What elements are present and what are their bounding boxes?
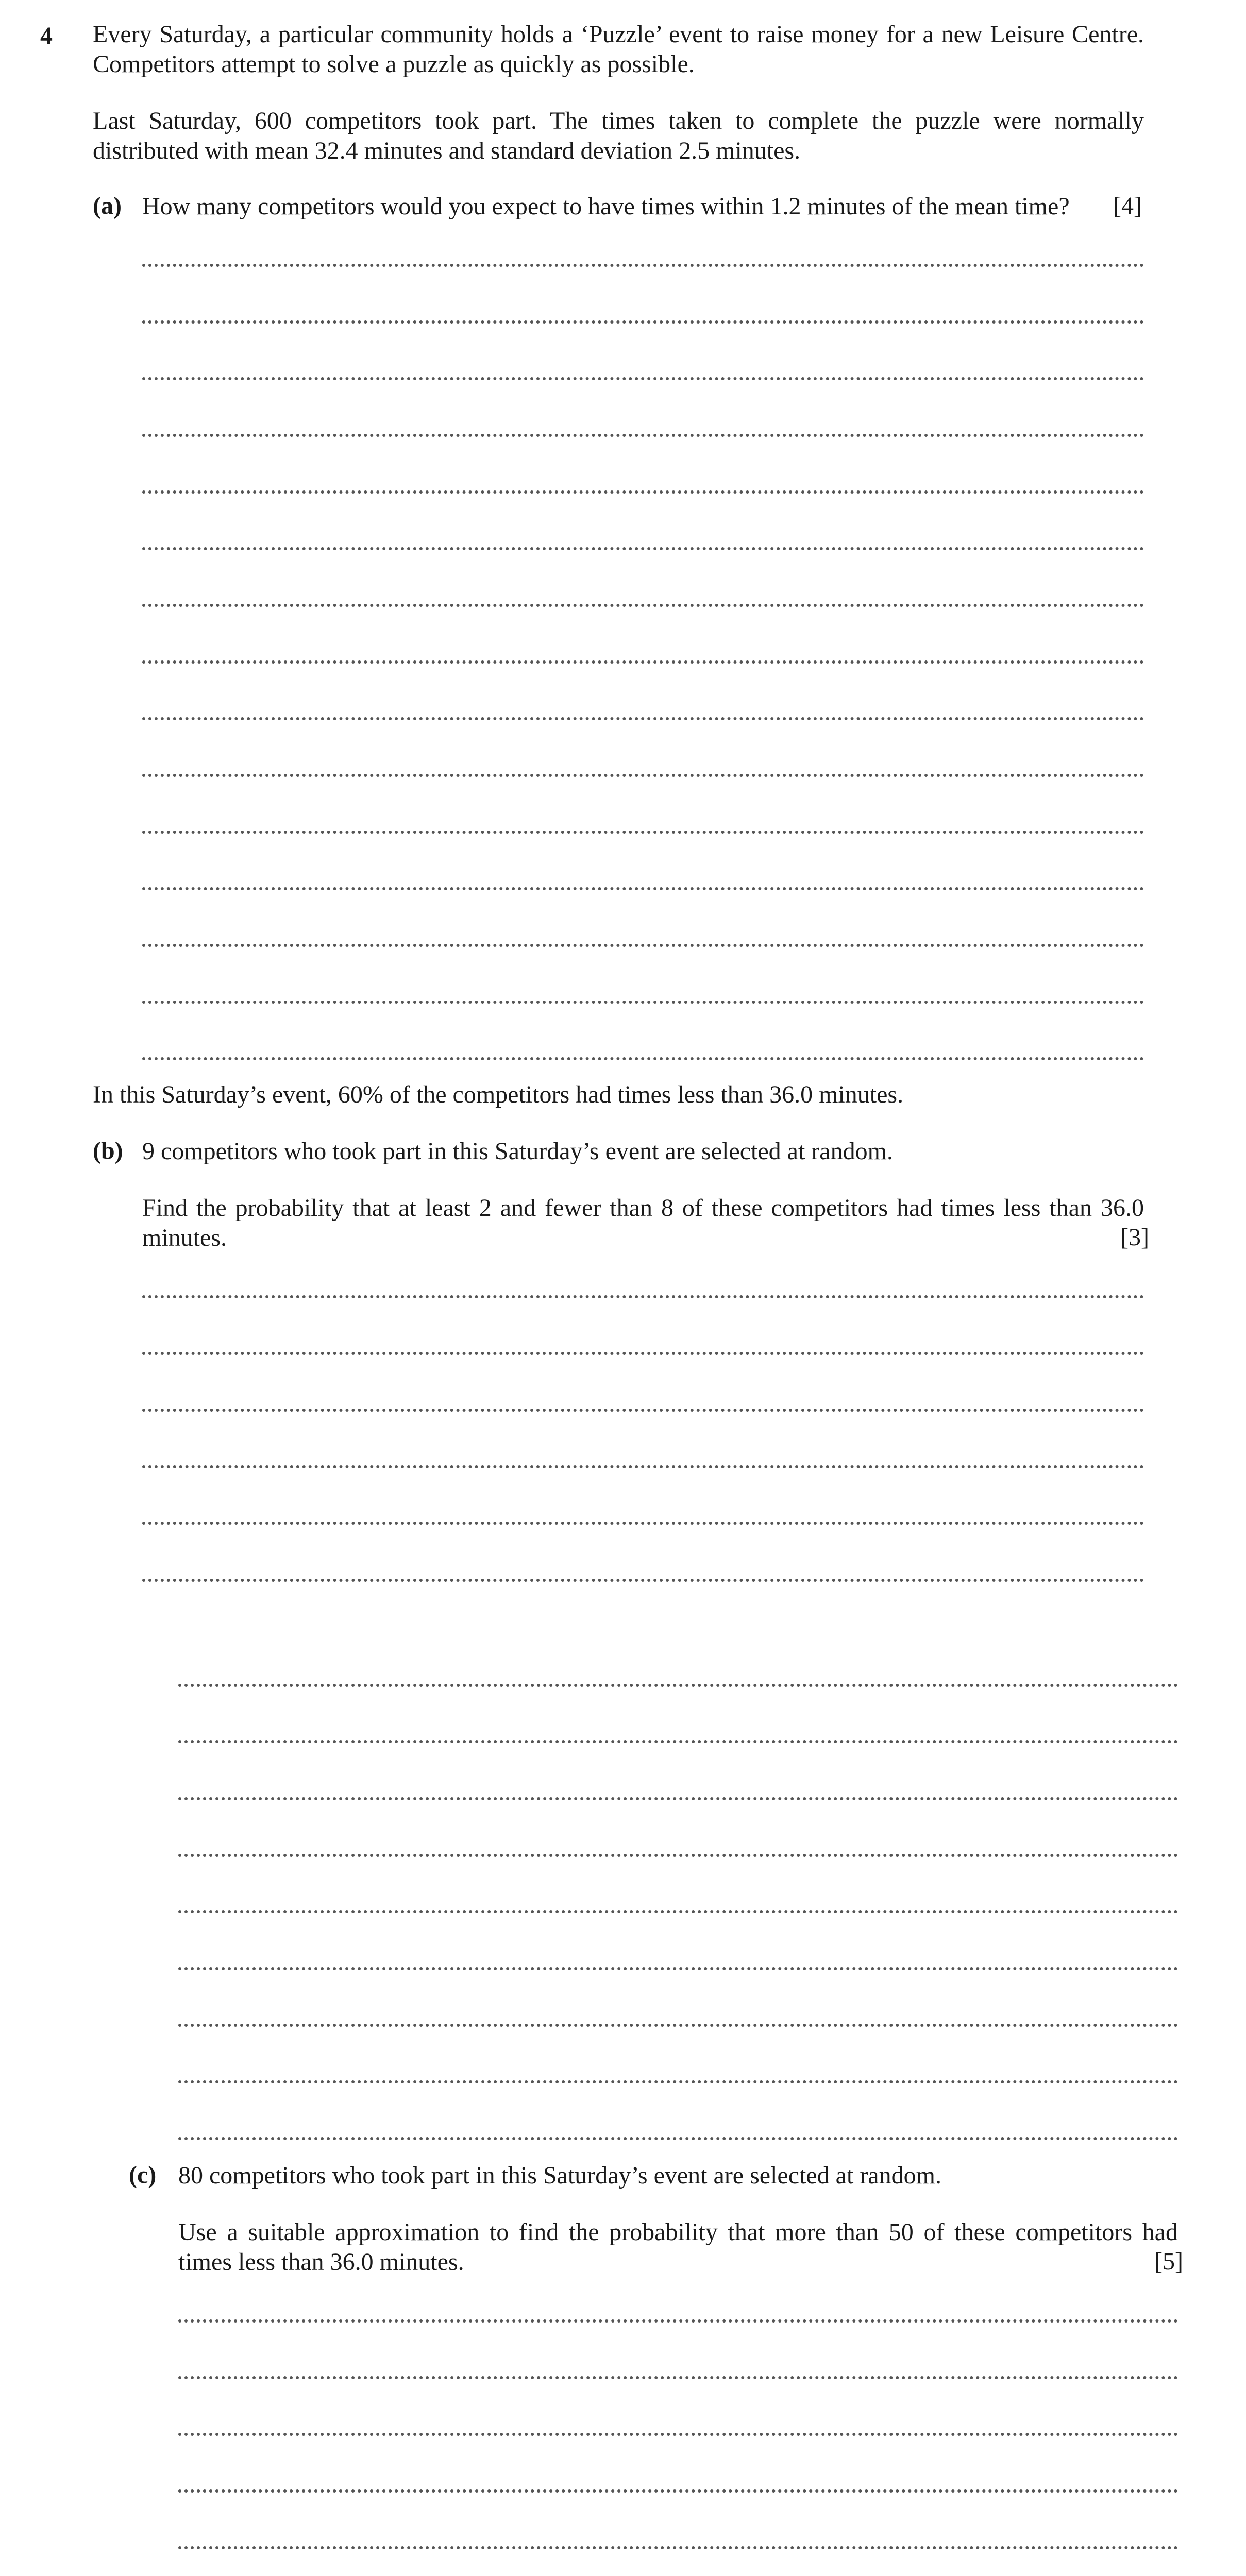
answer-line[interactable]: [178, 1684, 1178, 1687]
part-c-marks: [5]: [1154, 2248, 1183, 2275]
question-intro-2: Last Saturday, 600 competitors took part. The times taken to complete the puzzle were normally distributed with mean 32.4 minutes and standard deviation 2.5 minutes.: [93, 107, 1144, 164]
answer-line[interactable]: [142, 264, 1144, 267]
part-b-marks: [3]: [1120, 1224, 1149, 1251]
answer-line[interactable]: [142, 490, 1144, 494]
answer-line[interactable]: [142, 944, 1144, 947]
answer-line[interactable]: [142, 377, 1144, 380]
part-c-label: (c): [129, 2161, 157, 2189]
answer-line[interactable]: [178, 2319, 1178, 2323]
answer-line[interactable]: [142, 831, 1144, 834]
answer-line[interactable]: [178, 2546, 1178, 2549]
answer-line[interactable]: [178, 2080, 1178, 2083]
part-b-text-2: Find the probability that at least 2 and fewer than 8 of these competitors had times less than 36.0 minutes.: [142, 1194, 1144, 1251]
part-c-text-1: 80 competitors who took part in this Saturday’s event are selected at random.: [178, 2162, 941, 2189]
answer-line[interactable]: [142, 1352, 1144, 1355]
answer-line[interactable]: [142, 1579, 1144, 1582]
answer-line[interactable]: [178, 2376, 1178, 2379]
answer-line[interactable]: [178, 1797, 1178, 1800]
answer-line[interactable]: [178, 1910, 1178, 1913]
answer-line[interactable]: [178, 2433, 1178, 2436]
part-b-text-1: 9 competitors who took part in this Saturday’s event are selected at random.: [142, 1138, 893, 1165]
answer-line[interactable]: [142, 717, 1144, 720]
part-a-text: How many competitors would you expect to have times within 1.2 minutes of the mean time?: [142, 193, 1070, 220]
answer-line[interactable]: [178, 1967, 1178, 1970]
answer-line[interactable]: [178, 1740, 1178, 1743]
part-a-marks: [4]: [1113, 192, 1142, 219]
answer-line[interactable]: [142, 1522, 1144, 1525]
part-b-label: (b): [93, 1137, 123, 1164]
answer-line[interactable]: [142, 660, 1144, 664]
answer-line[interactable]: [142, 774, 1144, 777]
answer-line[interactable]: [142, 547, 1144, 550]
answer-line[interactable]: [142, 1465, 1144, 1468]
answer-line[interactable]: [178, 2137, 1178, 2140]
answer-line[interactable]: [178, 1854, 1178, 1857]
question-intro-1: Every Saturday, a particular community holds a ‘Puzzle’ event to raise money for a new Leisure Centre. Competitors attempt to solve a puzzle as quickly as possible.: [93, 21, 1144, 78]
answer-line[interactable]: [142, 320, 1144, 324]
answer-line[interactable]: [178, 2024, 1178, 2027]
part-a-label: (a): [93, 192, 122, 219]
answer-line[interactable]: [142, 1409, 1144, 1412]
answer-line[interactable]: [178, 2489, 1178, 2493]
answer-line[interactable]: [142, 887, 1144, 890]
part-c-text-2: Use a suitable approximation to find the probability that more than 50 of these competitors had times less than 36.0 minutes.: [178, 2218, 1178, 2276]
answer-line[interactable]: [142, 434, 1144, 437]
answer-line[interactable]: [142, 1057, 1144, 1060]
answer-line[interactable]: [142, 604, 1144, 607]
question-number: 4: [40, 22, 53, 49]
answer-line[interactable]: [142, 1001, 1144, 1004]
context-b: In this Saturday’s event, 60% of the competitors had times less than 36.0 minutes.: [93, 1081, 904, 1108]
answer-line[interactable]: [142, 1295, 1144, 1298]
